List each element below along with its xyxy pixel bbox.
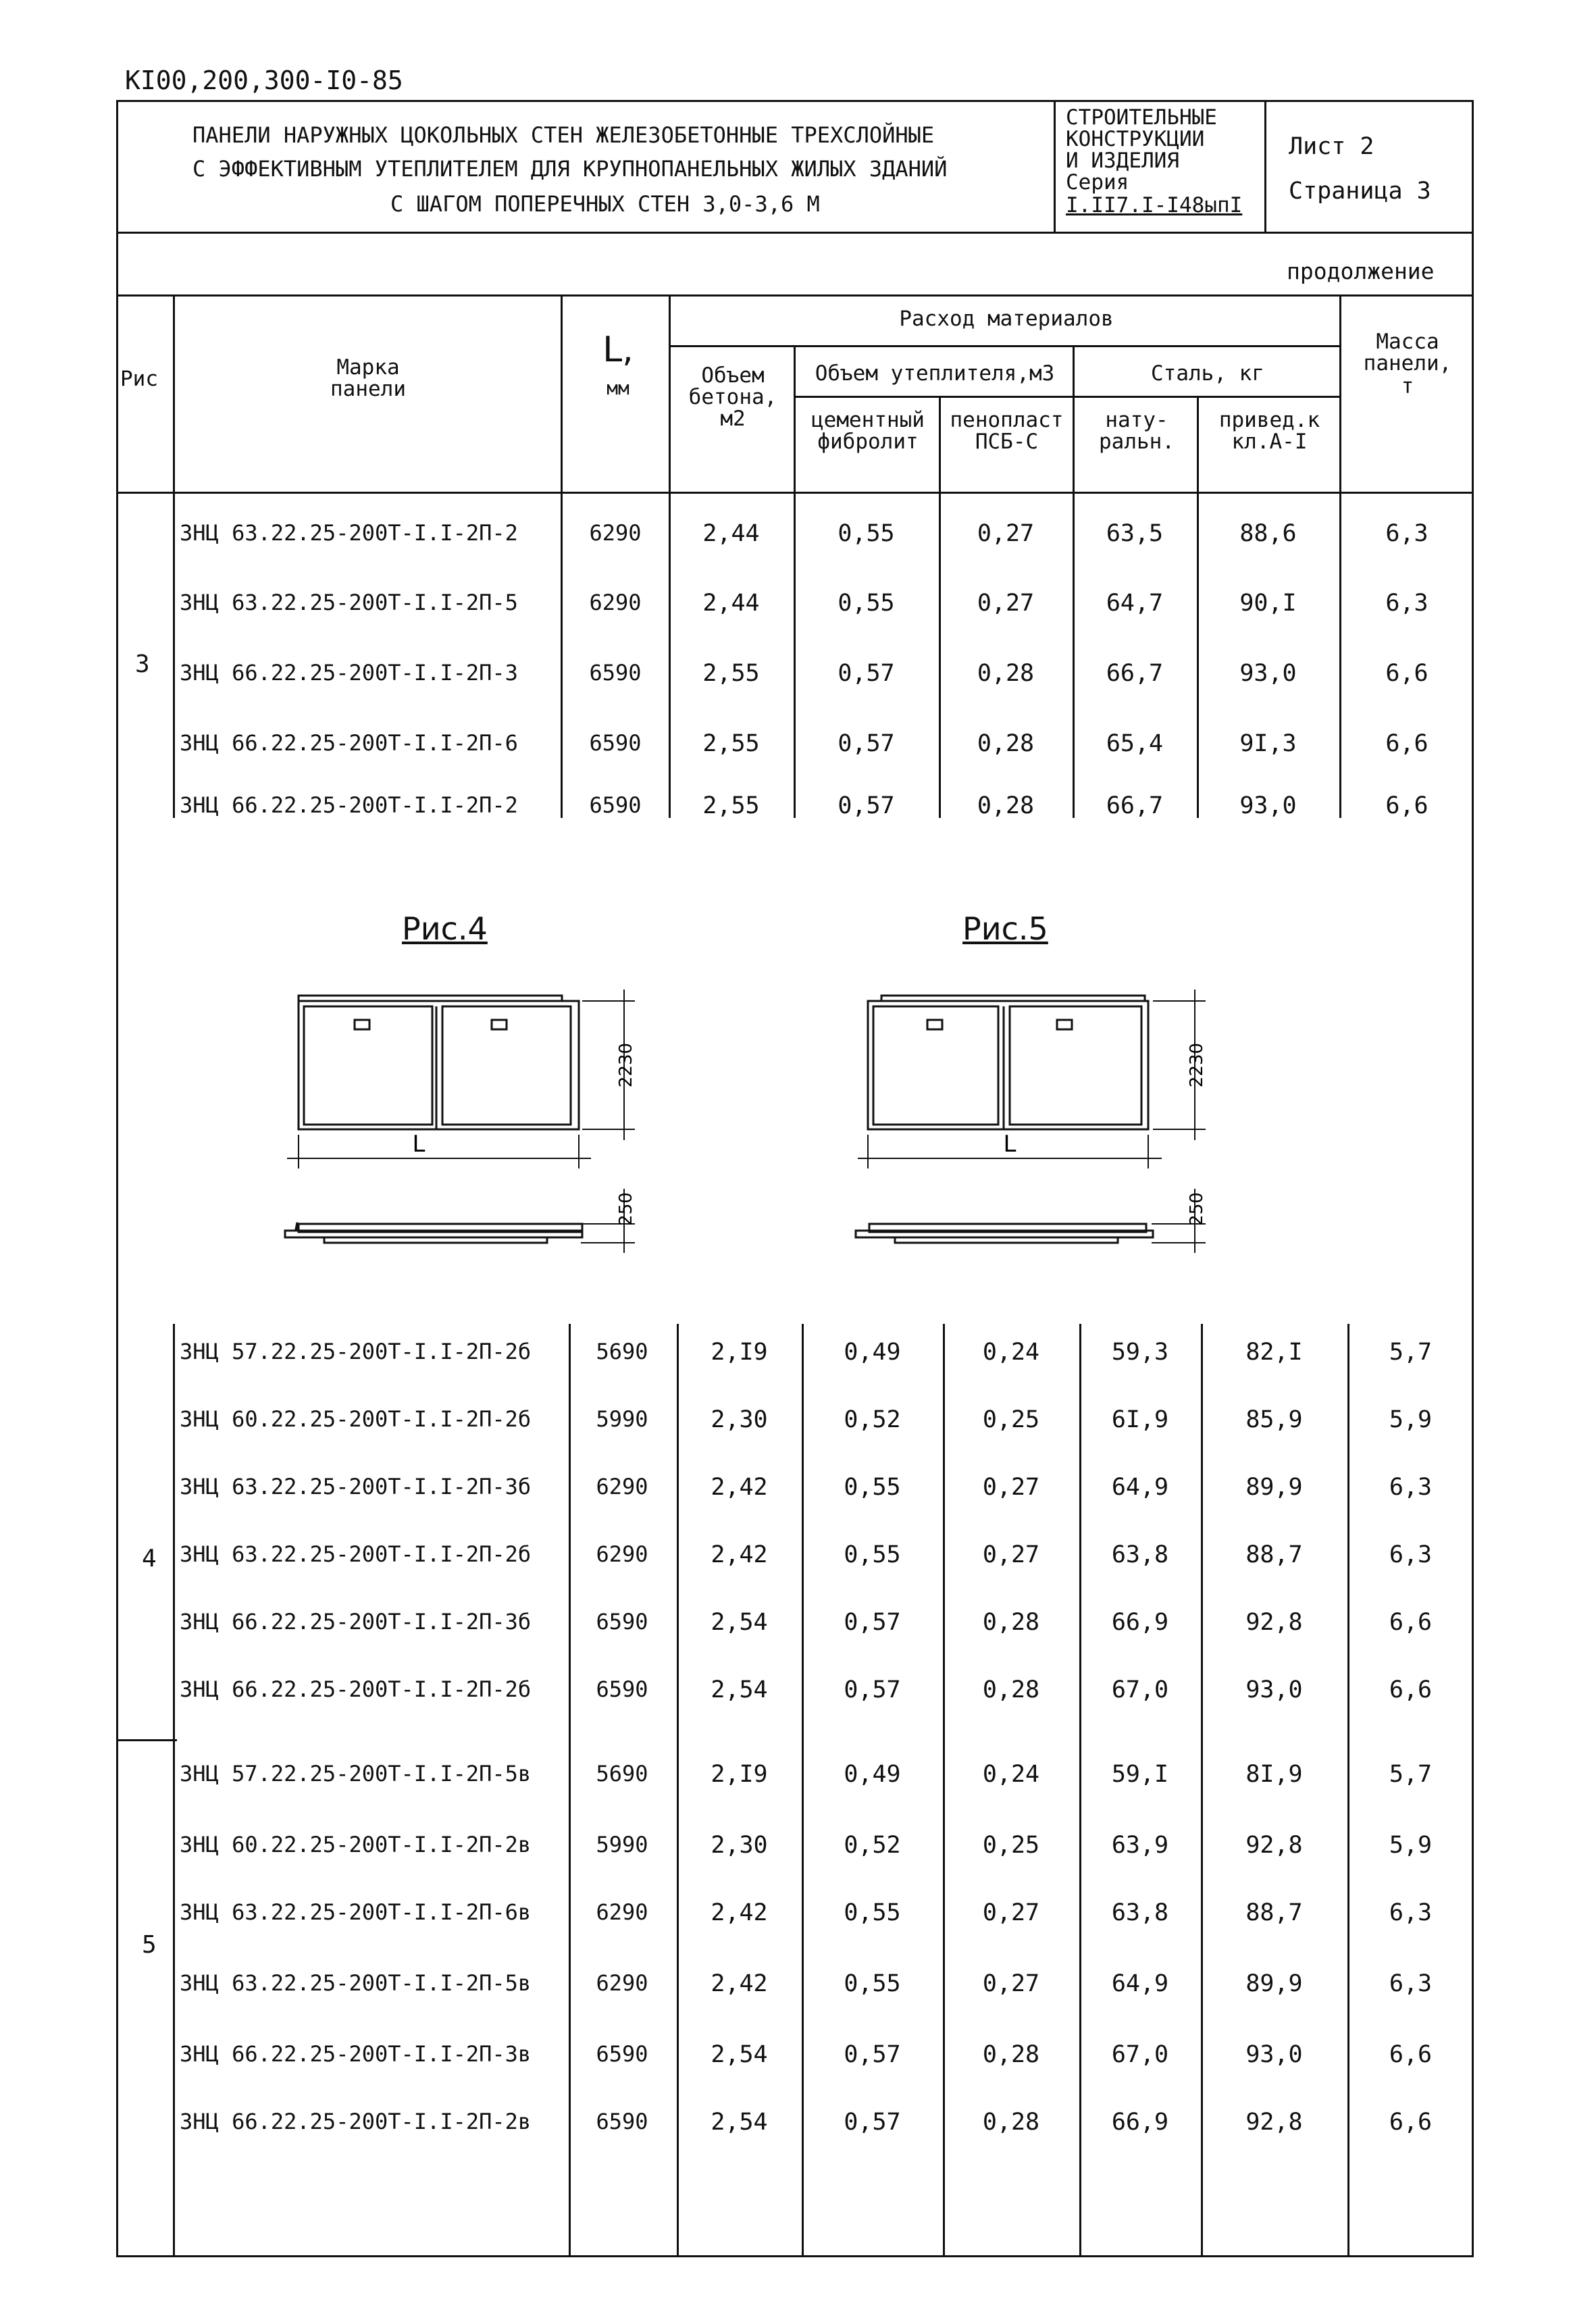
cell-priv: 92,8 bbox=[1245, 1609, 1303, 1636]
cell-cement: 0,57 bbox=[838, 660, 895, 687]
cell-cement: 0,57 bbox=[844, 1676, 901, 1703]
cell-massa: 6,6 bbox=[1389, 2109, 1433, 2136]
header-beton-3: м2 bbox=[720, 407, 746, 431]
cell-nat: 63,9 bbox=[1111, 1832, 1169, 1859]
header-l-symbol: L, bbox=[602, 330, 634, 370]
cell-peno: 0,28 bbox=[977, 660, 1035, 687]
cell-l: 6590 bbox=[596, 2041, 648, 2067]
cell-beton: 2,42 bbox=[711, 1474, 768, 1501]
figure-5-height-dim: 2230 bbox=[1187, 1042, 1207, 1088]
cell-nat: 66,7 bbox=[1106, 792, 1164, 819]
cell-beton: 2,44 bbox=[702, 590, 760, 617]
cell-cement: 0,57 bbox=[844, 2109, 901, 2136]
header-beton-1: Объем bbox=[701, 363, 765, 388]
cell-beton: 2,54 bbox=[711, 1676, 768, 1703]
header-stal: Сталь, кг bbox=[1151, 361, 1264, 386]
cell-l: 6290 bbox=[596, 1541, 648, 1567]
cell-beton: 2,30 bbox=[711, 1832, 768, 1859]
header-ris: Рис bbox=[120, 367, 158, 391]
cell-massa: 6,3 bbox=[1389, 1541, 1433, 1568]
cell-massa: 5,9 bbox=[1389, 1832, 1433, 1859]
cell-nat: 63,8 bbox=[1111, 1899, 1169, 1926]
cell-beton: 2,42 bbox=[711, 1970, 768, 1997]
cell-marka: ЗНЦ 63.22.25-200Т-I.I-2П-6в bbox=[180, 1899, 532, 1925]
header-priv-2: кл.А-I bbox=[1231, 430, 1308, 454]
header-l-unit: мм bbox=[607, 377, 629, 399]
cell-massa: 6,6 bbox=[1385, 660, 1428, 687]
cell-marka: ЗНЦ 57.22.25-200Т-I.I-2П-5в bbox=[180, 1761, 532, 1786]
figure-5-length-dim: L bbox=[1003, 1131, 1016, 1158]
header-beton-2: бетона, bbox=[688, 385, 777, 409]
cell-peno: 0,24 bbox=[982, 1339, 1040, 1366]
cell-peno: 0,27 bbox=[982, 1970, 1040, 1997]
cell-massa: 6,3 bbox=[1389, 1899, 1433, 1926]
cell-nat: 63,8 bbox=[1111, 1541, 1169, 1568]
header-rashod: Расход материалов bbox=[899, 307, 1114, 331]
cell-priv: 88,7 bbox=[1245, 1541, 1303, 1568]
cell-peno: 0,27 bbox=[982, 1541, 1040, 1568]
sheet-number: Лист 2 bbox=[1289, 133, 1374, 160]
header-natur-1: нату- bbox=[1105, 408, 1168, 432]
cell-massa: 6,6 bbox=[1389, 1609, 1433, 1636]
cell-marka: ЗНЦ 57.22.25-200Т-I.I-2П-2б bbox=[180, 1339, 532, 1364]
cell-nat: 66,7 bbox=[1106, 660, 1164, 687]
cell-peno: 0,25 bbox=[982, 1832, 1040, 1859]
cell-l: 5990 bbox=[596, 1832, 648, 1857]
header-penoplast-2: ПСБ-С bbox=[975, 430, 1039, 454]
cell-marka: ЗНЦ 66.22.25-200Т-I.I-2П-2в bbox=[180, 2109, 532, 2134]
cell-l: 6590 bbox=[596, 1676, 648, 1702]
continuation-label: продолжение bbox=[1287, 258, 1435, 284]
header-marka-2: панели bbox=[330, 377, 406, 401]
cell-marka: ЗНЦ 60.22.25-200Т-I.I-2П-2б bbox=[180, 1406, 532, 1432]
group-label-fig5: 5 bbox=[142, 1931, 157, 1959]
title-line-3: С ШАГОМ ПОПЕРЕЧНЫХ СТЕН 3,0-3,6 М bbox=[390, 191, 820, 217]
cell-l: 6590 bbox=[589, 660, 642, 686]
cell-l: 6590 bbox=[596, 1609, 648, 1635]
cell-beton: 2,55 bbox=[702, 730, 760, 757]
header-massa-2: панели, bbox=[1363, 351, 1452, 376]
cell-beton: 2,54 bbox=[711, 2109, 768, 2136]
cell-peno: 0,28 bbox=[982, 1609, 1040, 1636]
cell-l: 6290 bbox=[596, 1899, 648, 1925]
series-line-2: КОНСТРУКЦИИ bbox=[1066, 127, 1205, 151]
series-line-4: Серия bbox=[1066, 170, 1129, 195]
cell-priv: 88,6 bbox=[1239, 520, 1297, 547]
figure-5-title: Рис.5 bbox=[962, 910, 1048, 947]
figure-5-panel-drawing bbox=[854, 986, 1233, 1270]
group-label-fig4: 4 bbox=[142, 1545, 157, 1572]
cell-peno: 0,28 bbox=[982, 2041, 1040, 2068]
cell-cement: 0,49 bbox=[844, 1339, 901, 1366]
figure-5-thickness-dim: 250 bbox=[1187, 1192, 1207, 1226]
series-number: I.II7.I-I48ыпI bbox=[1066, 193, 1243, 217]
cell-nat: 64,7 bbox=[1106, 590, 1164, 617]
cell-priv: 92,8 bbox=[1245, 1832, 1303, 1859]
cell-priv: 90,I bbox=[1239, 590, 1297, 617]
cell-priv: 85,9 bbox=[1245, 1406, 1303, 1433]
cell-l: 6590 bbox=[596, 2109, 648, 2134]
series-line-1: СТРОИТЕЛЬНЫЕ bbox=[1066, 105, 1217, 130]
cell-peno: 0,28 bbox=[982, 1676, 1040, 1703]
cell-priv: 82,I bbox=[1245, 1339, 1303, 1366]
cell-marka: ЗНЦ 66.22.25-200Т-I.I-2П-3б bbox=[180, 1609, 532, 1635]
cell-massa: 6,6 bbox=[1385, 792, 1428, 819]
cell-peno: 0,28 bbox=[977, 730, 1035, 757]
cell-priv: 89,9 bbox=[1245, 1474, 1303, 1501]
cell-l: 5690 bbox=[596, 1339, 648, 1364]
cell-beton: 2,55 bbox=[702, 792, 760, 819]
title-line-1: ПАНЕЛИ НАРУЖНЫХ ЦОКОЛЬНЫХ СТЕН ЖЕЛЕЗОБЕТОННЫЕ ТРЕХСЛОЙНЫЕ bbox=[192, 122, 935, 148]
cell-l: 6290 bbox=[589, 590, 642, 615]
figure-4-thickness-dim: 250 bbox=[616, 1192, 636, 1226]
header-penoplast-1: пенопласт bbox=[950, 408, 1064, 432]
cell-nat: 66,9 bbox=[1111, 2109, 1169, 2136]
cell-marka: ЗНЦ 66.22.25-200Т-I.I-2П-2б bbox=[180, 1676, 532, 1702]
figure-4-length-dim: L bbox=[412, 1131, 426, 1158]
cell-priv: 8I,9 bbox=[1245, 1761, 1303, 1788]
header-marka-1: Марка bbox=[336, 355, 400, 380]
cell-massa: 6,3 bbox=[1385, 520, 1428, 547]
cell-massa: 6,3 bbox=[1389, 1474, 1433, 1501]
cell-cement: 0,55 bbox=[844, 1474, 901, 1501]
cell-beton: 2,55 bbox=[702, 660, 760, 687]
cell-l: 6590 bbox=[589, 730, 642, 756]
cell-cement: 0,55 bbox=[844, 1899, 901, 1926]
cell-massa: 5,7 bbox=[1389, 1339, 1433, 1366]
cell-priv: 93,0 bbox=[1239, 792, 1297, 819]
cell-nat: 64,9 bbox=[1111, 1970, 1169, 1997]
header-natur-2: ральн. bbox=[1099, 430, 1175, 454]
cell-beton: 2,42 bbox=[711, 1899, 768, 1926]
series-line-3: И ИЗДЕЛИЯ bbox=[1066, 149, 1179, 173]
cell-peno: 0,28 bbox=[977, 792, 1035, 819]
cell-beton: 2,I9 bbox=[711, 1761, 768, 1788]
header-priv-1: привед.к bbox=[1218, 408, 1320, 432]
cell-peno: 0,28 bbox=[982, 2109, 1040, 2136]
header-massa-3: т bbox=[1401, 374, 1414, 398]
title-line-2: С ЭФФЕКТИВНЫМ УТЕПЛИТЕЛЕМ ДЛЯ КРУПНОПАНЕЛЬНЫХ ЖИЛЫХ ЗДАНИЙ bbox=[192, 156, 948, 182]
cell-peno: 0,27 bbox=[982, 1474, 1040, 1501]
cell-cement: 0,57 bbox=[844, 2041, 901, 2068]
cell-marka: ЗНЦ 66.22.25-200Т-I.I-2П-3 bbox=[180, 660, 518, 686]
cell-l: 5690 bbox=[596, 1761, 648, 1786]
cell-massa: 5,9 bbox=[1389, 1406, 1433, 1433]
header-cement-2: фибролит bbox=[817, 430, 919, 454]
cell-peno: 0,24 bbox=[982, 1761, 1040, 1788]
cell-nat: 67,0 bbox=[1111, 2041, 1169, 2068]
header-uteplitel: Объем утеплителя,м3 bbox=[815, 361, 1055, 386]
cell-nat: 67,0 bbox=[1111, 1676, 1169, 1703]
cell-cement: 0,57 bbox=[838, 792, 895, 819]
page-number: Страница 3 bbox=[1289, 178, 1431, 205]
cell-priv: 93,0 bbox=[1245, 1676, 1303, 1703]
cell-l: 6590 bbox=[589, 792, 642, 818]
cell-beton: 2,30 bbox=[711, 1406, 768, 1433]
cell-nat: 66,9 bbox=[1111, 1609, 1169, 1636]
cell-marka: ЗНЦ 63.22.25-200Т-I.I-2П-2б bbox=[180, 1541, 532, 1567]
cell-massa: 6,6 bbox=[1389, 2041, 1433, 2068]
figure-4-title: Рис.4 bbox=[402, 910, 488, 947]
cell-priv: 93,0 bbox=[1245, 2041, 1303, 2068]
document-code: КI00,200,300-I0-85 bbox=[125, 66, 403, 95]
cell-beton: 2,42 bbox=[711, 1541, 768, 1568]
cell-cement: 0,57 bbox=[838, 730, 895, 757]
cell-marka: ЗНЦ 66.22.25-200Т-I.I-2П-2 bbox=[180, 792, 518, 818]
cell-priv: 92,8 bbox=[1245, 2109, 1303, 2136]
cell-marka: ЗНЦ 63.22.25-200Т-I.I-2П-5 bbox=[180, 590, 518, 615]
cell-cement: 0,55 bbox=[838, 520, 895, 547]
cell-marka: ЗНЦ 63.22.25-200Т-I.I-2П-2 bbox=[180, 520, 518, 546]
cell-massa: 6,3 bbox=[1385, 590, 1428, 617]
cell-l: 6290 bbox=[589, 520, 642, 546]
cell-cement: 0,49 bbox=[844, 1761, 901, 1788]
cell-nat: 59,I bbox=[1111, 1761, 1169, 1788]
cell-nat: 63,5 bbox=[1106, 520, 1164, 547]
cell-l: 6290 bbox=[596, 1970, 648, 1996]
header-massa-1: Масса bbox=[1376, 330, 1439, 354]
cell-cement: 0,57 bbox=[844, 1609, 901, 1636]
cell-priv: 9I,3 bbox=[1239, 730, 1297, 757]
cell-massa: 6,6 bbox=[1385, 730, 1428, 757]
cell-peno: 0,25 bbox=[982, 1406, 1040, 1433]
cell-marka: ЗНЦ 63.22.25-200Т-I.I-2П-3б bbox=[180, 1474, 532, 1499]
cell-nat: 6I,9 bbox=[1111, 1406, 1169, 1433]
cell-nat: 64,9 bbox=[1111, 1474, 1169, 1501]
cell-marka: ЗНЦ 63.22.25-200Т-I.I-2П-5в bbox=[180, 1970, 532, 1996]
cell-nat: 59,3 bbox=[1111, 1339, 1169, 1366]
cell-peno: 0,27 bbox=[977, 520, 1035, 547]
cell-priv: 93,0 bbox=[1239, 660, 1297, 687]
cell-cement: 0,55 bbox=[844, 1970, 901, 1997]
cell-beton: 2,44 bbox=[702, 520, 760, 547]
cell-priv: 89,9 bbox=[1245, 1970, 1303, 1997]
cell-cement: 0,52 bbox=[844, 1406, 901, 1433]
cell-l: 5990 bbox=[596, 1406, 648, 1432]
cell-cement: 0,52 bbox=[844, 1832, 901, 1859]
cell-massa: 6,3 bbox=[1389, 1970, 1433, 1997]
cell-massa: 5,7 bbox=[1389, 1761, 1433, 1788]
cell-cement: 0,55 bbox=[838, 590, 895, 617]
cell-l: 6290 bbox=[596, 1474, 648, 1499]
cell-marka: ЗНЦ 66.22.25-200Т-I.I-2П-3в bbox=[180, 2041, 532, 2067]
cell-marka: ЗНЦ 60.22.25-200Т-I.I-2П-2в bbox=[180, 1832, 532, 1857]
cell-beton: 2,I9 bbox=[711, 1339, 768, 1366]
figure-4-panel-drawing bbox=[284, 986, 662, 1270]
cell-cement: 0,55 bbox=[844, 1541, 901, 1568]
cell-peno: 0,27 bbox=[982, 1899, 1040, 1926]
figure-4-height-dim: 2230 bbox=[616, 1042, 636, 1088]
cell-massa: 6,6 bbox=[1389, 1676, 1433, 1703]
header-cement-1: цементный bbox=[811, 408, 925, 432]
cell-nat: 65,4 bbox=[1106, 730, 1164, 757]
cell-beton: 2,54 bbox=[711, 2041, 768, 2068]
group-label-fig3: 3 bbox=[135, 650, 150, 678]
cell-peno: 0,27 bbox=[977, 590, 1035, 617]
cell-priv: 88,7 bbox=[1245, 1899, 1303, 1926]
cell-beton: 2,54 bbox=[711, 1609, 768, 1636]
cell-marka: ЗНЦ 66.22.25-200Т-I.I-2П-6 bbox=[180, 730, 518, 756]
